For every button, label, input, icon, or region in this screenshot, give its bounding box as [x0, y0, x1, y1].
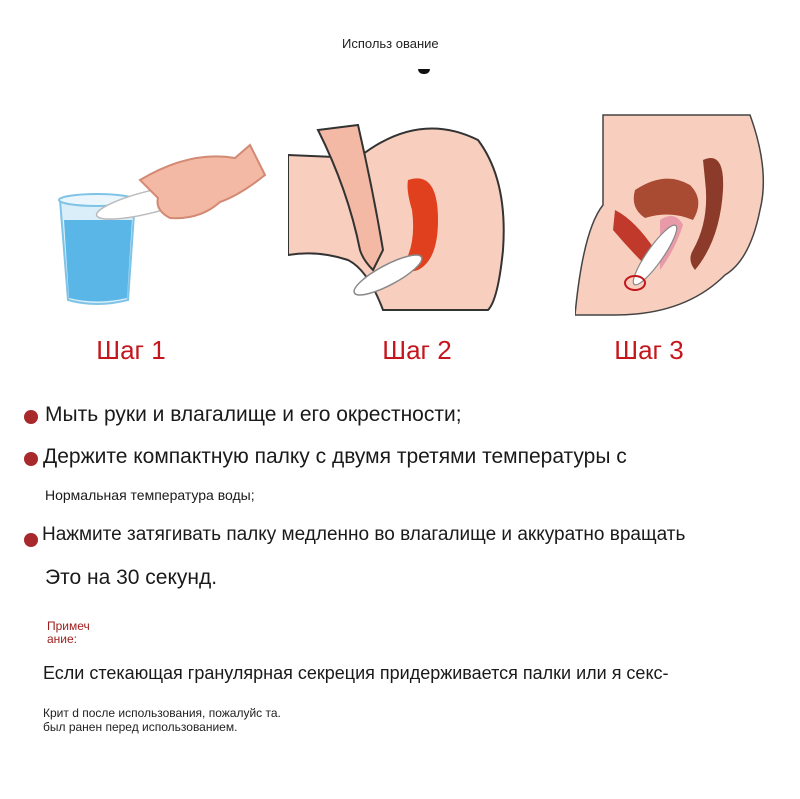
instruction-line-4: Нажмите затягивать палку медленно во влагалище и аккуратно вращать: [42, 524, 686, 545]
page-title: [342, 36, 462, 70]
decorative-mark: [418, 69, 430, 74]
step-2-label: Шаг 2: [382, 335, 452, 365]
instruction-line-3: Нормальная температура воды;: [45, 487, 255, 503]
instruction-line-5: Это на 30 секунд.: [45, 566, 218, 589]
instruction-line-2: Держите компактную палку с двумя третями температуры с: [43, 445, 627, 468]
step-2-illustration: [288, 110, 518, 320]
page-title-text: Использ ование: [342, 36, 439, 51]
note-small-text: Крит d после использования, пожалуйс та. был ранен перед использованием.: [43, 706, 281, 734]
step-3-illustration: [575, 110, 800, 320]
note-heading: Примеч ание:: [47, 619, 90, 646]
step-1-label: Шаг 1: [96, 335, 166, 365]
bullet-icon: [24, 452, 38, 466]
step-3-label: Шаг 3: [614, 335, 684, 365]
instruction-line-1: Мыть руки и влагалище и его окрестности;: [45, 403, 462, 426]
note-text: Если стекающая гранулярная секреция придерживается палки или я секс-: [43, 663, 669, 683]
bullet-icon: [24, 533, 38, 547]
step-1-illustration: [40, 110, 270, 320]
bullet-icon: [24, 410, 38, 424]
